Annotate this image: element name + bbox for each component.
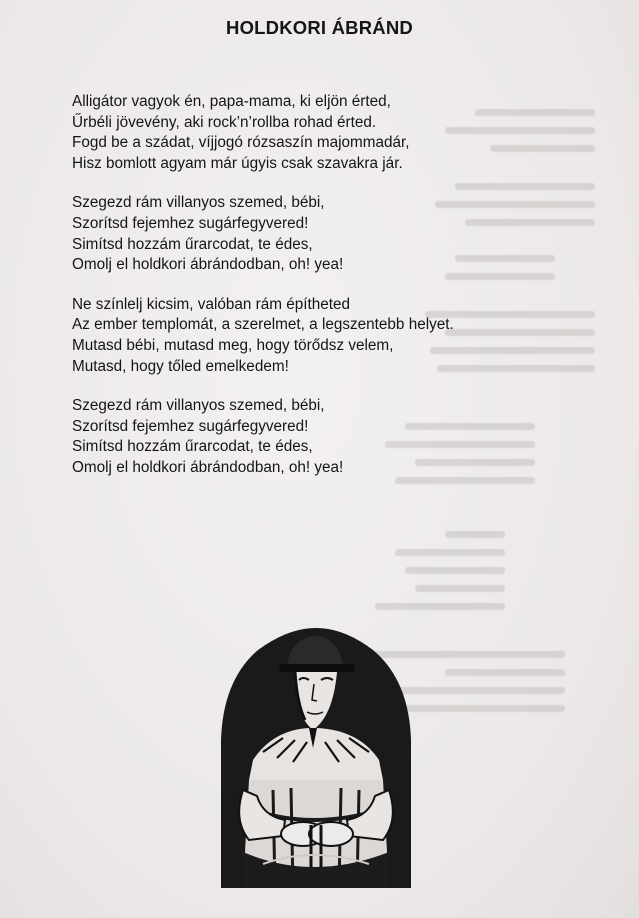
- poem-line: Omolj el holdkori ábrándodban, oh! yea!: [72, 256, 344, 274]
- poem-line: Szorítsd fejemhez sugárfegyvered!: [72, 417, 309, 435]
- poem-body: [72, 92, 612, 498]
- stanza-3: [72, 295, 612, 377]
- poem-line: Szorítsd fejemhez sugárfegyvered!: [72, 214, 309, 232]
- stanza-4: [72, 396, 612, 478]
- woodcut-illustration: [213, 620, 419, 888]
- poem-title: HOLDKORI ÁBRÁND: [226, 17, 413, 38]
- poem-line: Simítsd hozzám űrarcodat, te édes,: [72, 438, 313, 456]
- poem-line: Fogd be a szádat, víjjogó rózsaszín majommadár,: [72, 134, 410, 152]
- poem-line: Szegezd rám villanyos szemed, bébi,: [72, 194, 325, 212]
- poem-line: Omolj el holdkori ábrándodban, oh! yea!: [72, 458, 344, 476]
- poem-line: Űrbéli jövevény, aki rock’n’rollba rohad érted.: [72, 113, 377, 131]
- poem-line: Hisz bomlott agyam már úgyis csak szavakra jár.: [72, 154, 403, 172]
- poem-line: Mutasd bébi, mutasd meg, hogy törődsz velem,: [72, 336, 394, 354]
- poem-line: Mutasd, hogy tőled emelkedem!: [72, 357, 289, 375]
- poem-line: Alligátor vagyok én, papa-mama, ki eljön érted,: [72, 93, 391, 110]
- stanza-1: [72, 92, 612, 174]
- poem-line: Az ember templomát, a szerelmet, a legszentebb helyet.: [72, 316, 454, 334]
- poem-line: Simítsd hozzám űrarcodat, te édes,: [72, 235, 313, 253]
- poem-line: Ne színlelj kicsim, valóban rám építheted: [72, 295, 351, 313]
- poem-line: Szegezd rám villanyos szemed, bébi,: [72, 397, 325, 415]
- stanza-2: [72, 193, 612, 275]
- woodcut-portrait-figure-icon: [213, 620, 419, 888]
